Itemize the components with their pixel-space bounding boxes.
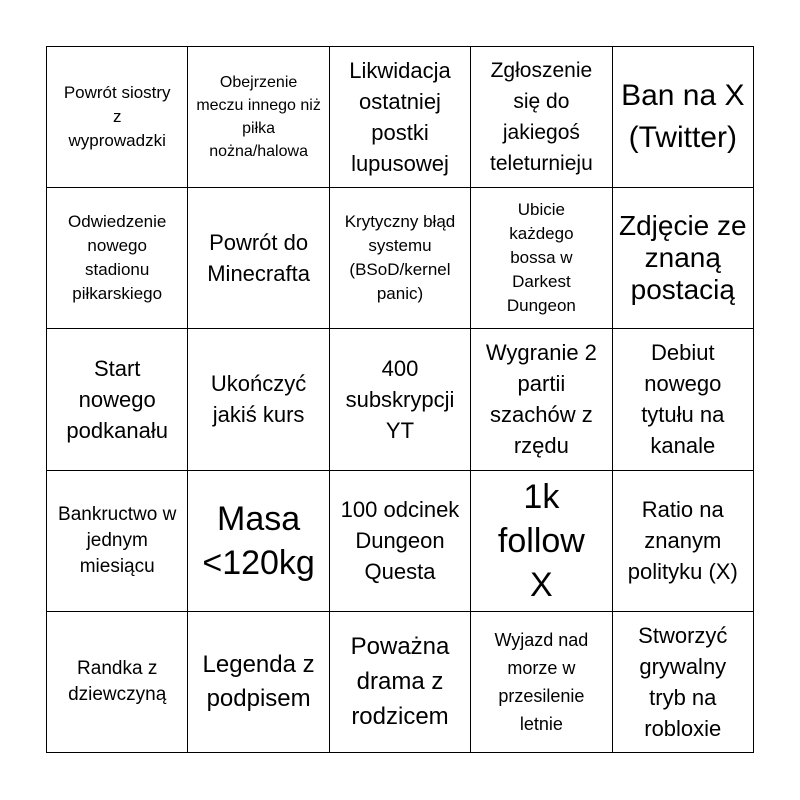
cell-text: Ukończyć jakiś kurs	[210, 371, 307, 428]
bingo-cell[interactable]	[471, 188, 612, 329]
bingo-cell[interactable]	[330, 471, 471, 612]
cell-text: Obejrzenie meczu innego niż piłka nożna/halowa	[196, 74, 321, 161]
bingo-cell[interactable]	[330, 329, 471, 470]
bingo-cell[interactable]	[47, 471, 188, 612]
cell-text: Start nowego podkanału	[66, 355, 168, 443]
cell-text: Debiut nowego tytułu na kanale	[641, 340, 725, 459]
cell-text: Masa <120kg	[202, 499, 315, 582]
bingo-cell[interactable]	[613, 47, 754, 188]
bingo-cell[interactable]	[613, 612, 754, 753]
cell-text: 400 subskrypcji YT	[345, 355, 455, 443]
bingo-cell[interactable]	[330, 188, 471, 329]
cell-text: 1k follow X	[497, 477, 585, 604]
cell-text: Bankructwo w jednym miesiącu	[58, 503, 177, 577]
cell-text: Powrót siostry z wyprowadzki	[63, 83, 171, 151]
cell-text: Poważna drama z rodzicem	[350, 633, 450, 731]
bingo-cell[interactable]	[47, 47, 188, 188]
cell-text: Wygranie 2 partii szachów z rzędu	[485, 340, 597, 459]
cell-text: Krytyczny błąd systemu (BSoD/kernel panic)	[344, 212, 456, 304]
bingo-cell[interactable]	[188, 329, 329, 470]
bingo-cell[interactable]	[613, 329, 754, 470]
cell-text: Stworzyć grywalny tryb na robloxie	[638, 622, 728, 741]
cell-text: Legenda z podpisem	[202, 650, 315, 712]
bingo-cell[interactable]	[188, 471, 329, 612]
bingo-cell[interactable]	[47, 329, 188, 470]
cell-text: Ratio na znanym polityku (X)	[627, 497, 738, 585]
bingo-cell[interactable]	[471, 612, 612, 753]
bingo-cell[interactable]	[613, 471, 754, 612]
bingo-board	[46, 46, 754, 753]
cell-text: Odwiedzenie nowego stadionu piłkarskiego	[68, 212, 167, 304]
bingo-cell[interactable]	[47, 188, 188, 329]
cell-text: Randka z dziewczyną	[68, 657, 167, 705]
bingo-cell[interactable]	[188, 612, 329, 753]
bingo-cell[interactable]	[330, 47, 471, 188]
bingo-cell[interactable]	[47, 612, 188, 753]
cell-text: Powrót do Minecrafta	[207, 230, 310, 287]
bingo-cell[interactable]	[188, 47, 329, 188]
bingo-cell[interactable]	[188, 188, 329, 329]
cell-text: Ubicie każdego bossa w Darkest Dungeon	[506, 200, 576, 316]
bingo-cell[interactable]	[471, 47, 612, 188]
cell-text: Likwidacja ostatniej postki lupusowej	[349, 58, 451, 177]
bingo-cell[interactable]	[613, 188, 754, 329]
cell-text: Wyjazd nad morze w przesilenie letnie	[494, 629, 589, 734]
cell-text: Zdjęcie ze znaną postacią	[618, 210, 747, 306]
bingo-cell[interactable]	[471, 471, 612, 612]
cell-text: 100 odcinek Dungeon Questa	[340, 497, 460, 585]
cell-text: Zgłoszenie się do jakiegoś teleturnieju	[490, 59, 593, 176]
cell-text: Ban na X (Twitter)	[621, 79, 745, 155]
bingo-cell[interactable]	[330, 612, 471, 753]
bingo-cell[interactable]	[471, 329, 612, 470]
